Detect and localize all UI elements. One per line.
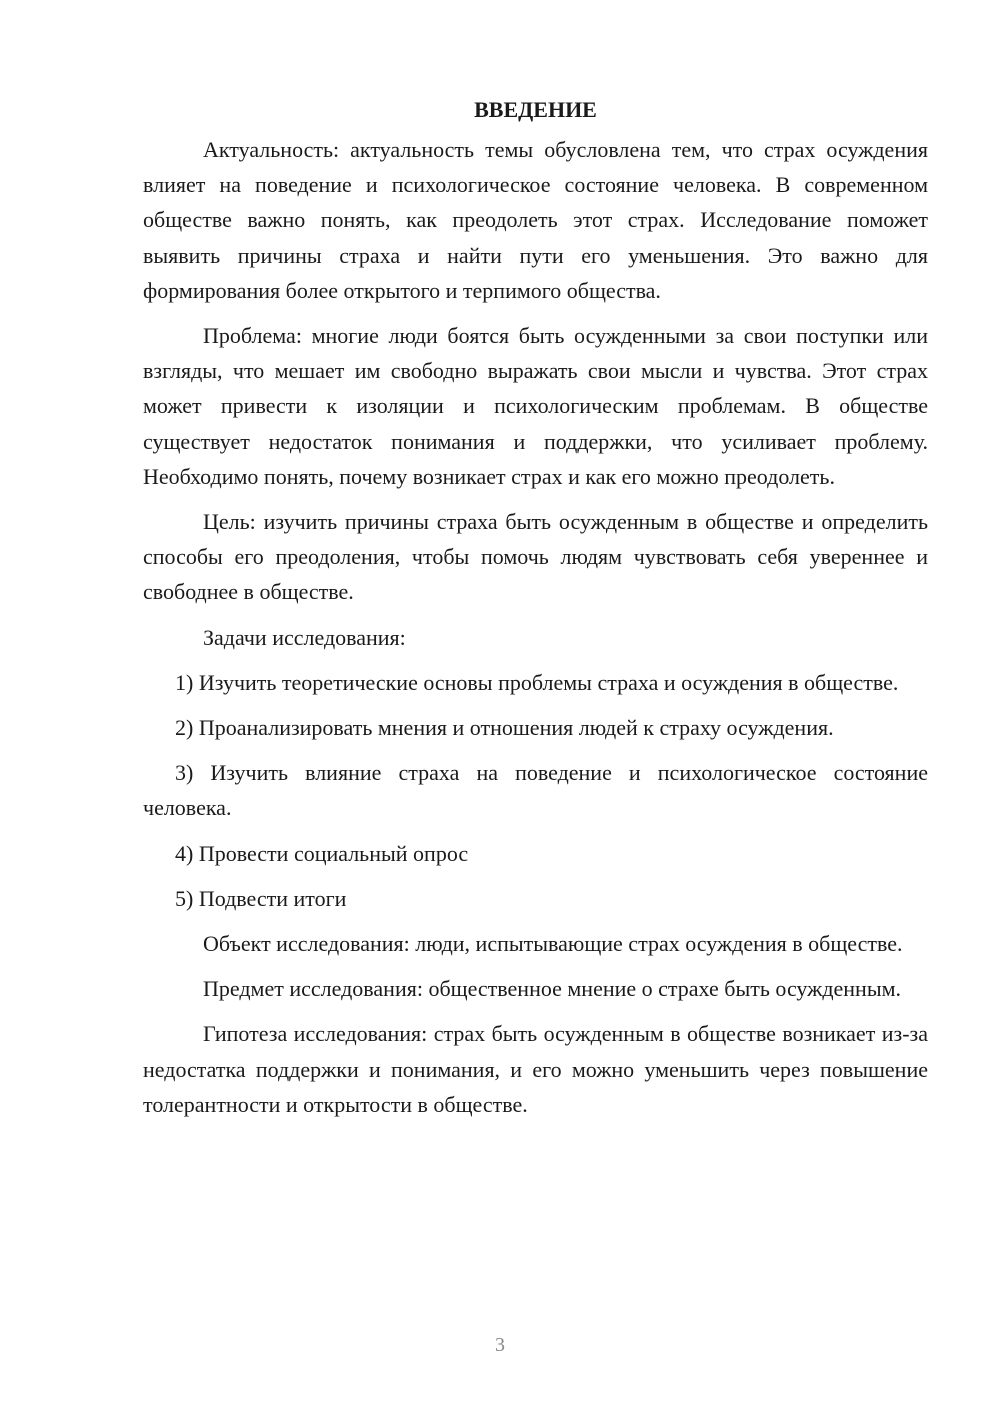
task-item-5: 5) Подвести итоги <box>175 885 347 911</box>
section-title: ВВЕДЕНИЕ <box>474 97 597 122</box>
paragraph-tasks-heading: Задачи исследования: <box>203 624 406 650</box>
task-item-3: 3) Изучить влияние страха на поведение и психологическое состояние человека. <box>143 760 928 821</box>
task-item-1: 1) Изучить теоретические основы проблемы страха и осуждения в обществе. <box>175 669 899 695</box>
paragraph-hypothesis: Гипотеза исследования: страх быть осужденным в обществе возникает из-за недостатка поддержки и понимания, и его можно уменьшить через повышение толерантности и открытости в обществе. <box>143 1021 928 1117</box>
paragraph-subject: Предмет исследования: общественное мнение о страхе быть осужденным. <box>203 976 902 1002</box>
paragraph-object: Объект исследования: люди, испытывающие страх осуждения в обществе. <box>203 931 903 957</box>
task-item-2: 2) Проанализировать мнения и отношения людей к страху осуждения. <box>175 715 834 741</box>
page-number: 3 <box>495 1334 505 1356</box>
document-page <box>143 92 928 1122</box>
paragraph-problem: Проблема: многие люди боятся быть осужденными за свои поступки или взгляды, что мешает им свободно выражать свои мысли и чувства. Этот страх может привести к изоляции и психологическим проблемам. В обществе существует недостаток понимания и поддержки, что усиливает проблему. Необходимо понять, почему возникает страх и как его можно преодолеть. <box>143 323 928 489</box>
paragraph-relevance: Актуальность: актуальность темы обусловлена тем, что страх осуждения влияет на поведение и психологическое состояние человека. В современном обществе важно понять, как преодолеть этот страх. Исследование поможет выявить причины страха и найти пути его уменьшения. Это важно для формирования более открытого и терпимого общества. <box>143 137 928 303</box>
paragraph-goal: Цель: изучить причины страха быть осужденным в обществе и определить способы его преодоления, чтобы помочь людям чувствовать себя увереннее и свободнее в обществе. <box>143 509 928 605</box>
task-item-4: 4) Провести социальный опрос <box>175 840 469 866</box>
